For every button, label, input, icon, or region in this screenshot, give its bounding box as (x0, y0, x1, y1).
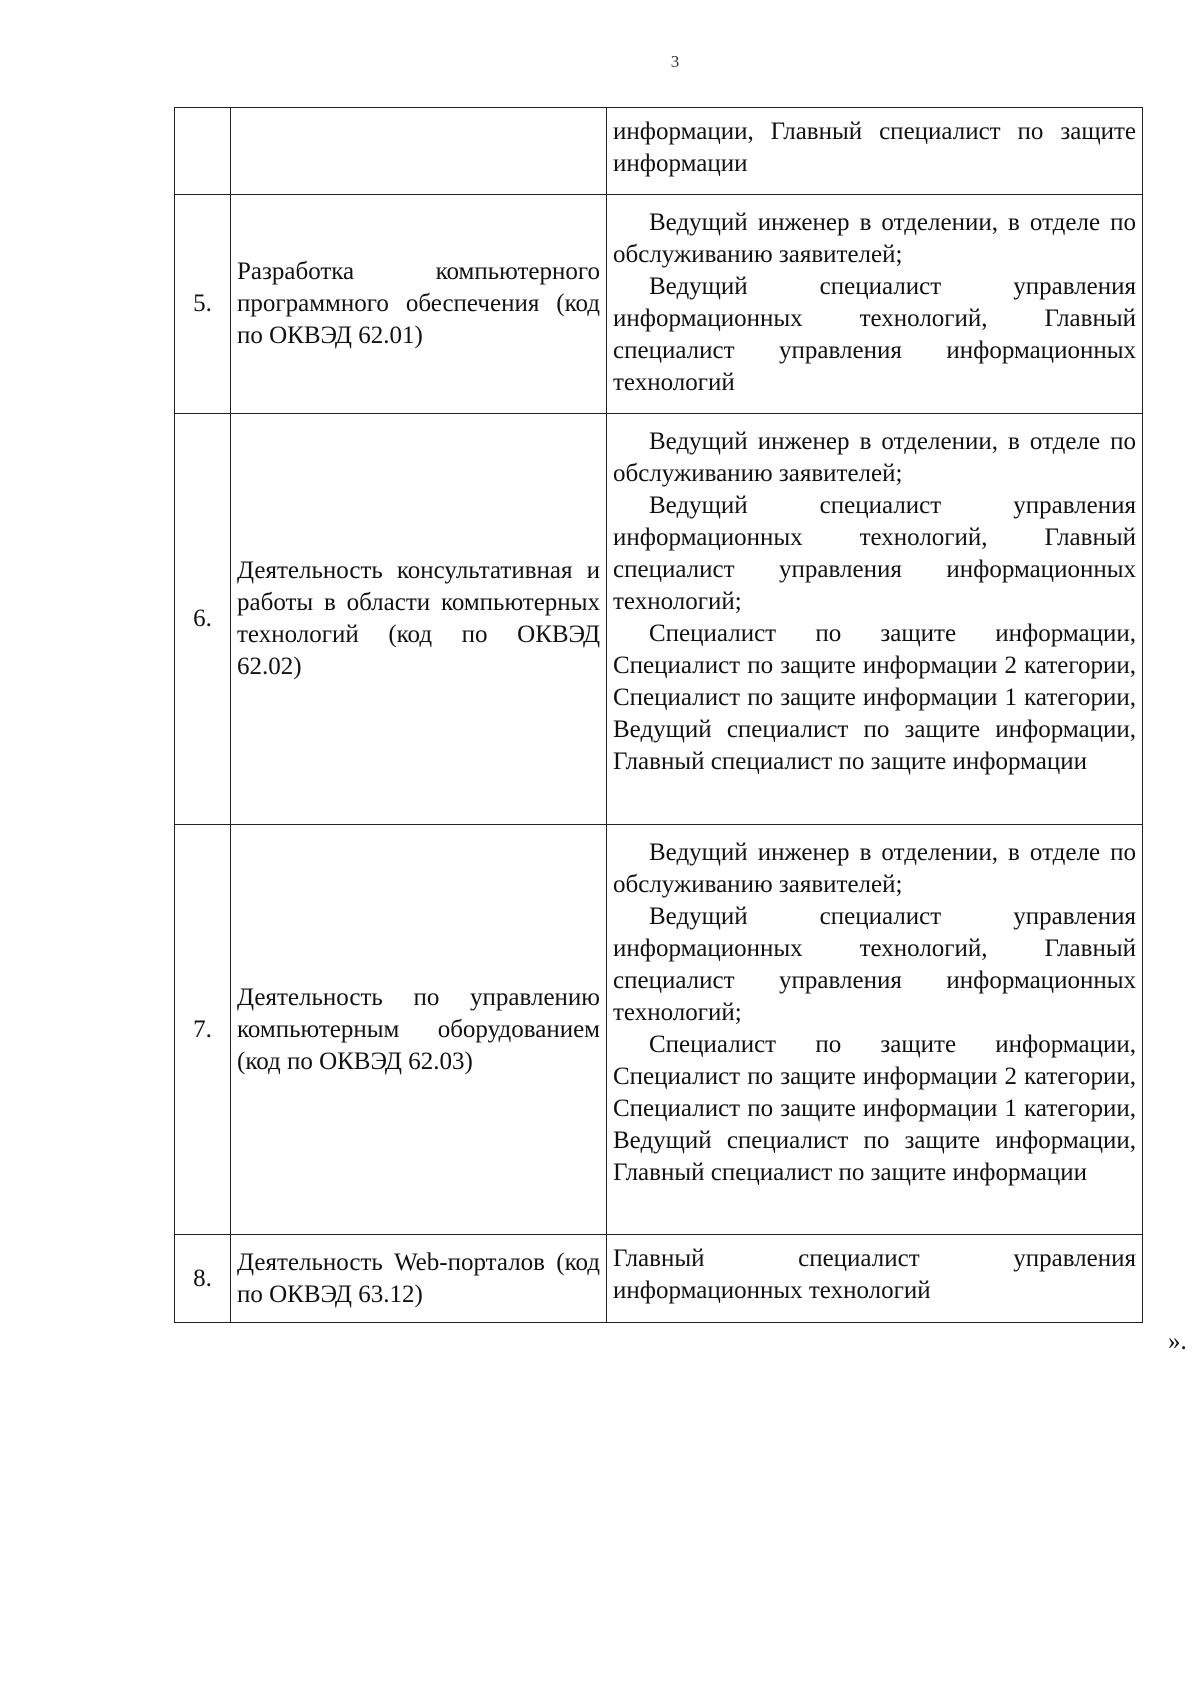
positions-cell (607, 825, 1143, 1235)
row-number: 8. (175, 1235, 231, 1323)
activity-text: Деятельность Web-порталов (код по ОКВЭД 63.12) (237, 1248, 600, 1308)
activity-cell (231, 414, 607, 825)
position-paragraph: Ведущий специалист управления информационных технологий, Главный специалист управления информационных технологий; (613, 903, 1136, 1026)
table-row (175, 414, 1143, 825)
position-paragraph: Главный специалист управления информационных технологий (613, 1245, 1136, 1304)
activity-cell (231, 825, 607, 1235)
positions-cell (607, 108, 1143, 195)
position-paragraph: Ведущий инженер в отделении, в отделе по обслуживанию заявителей; (613, 209, 1136, 268)
position-paragraph: Специалист по защите информации, Специалист по защите информации 2 категории, Специалист по защите информации 1 категории, Ведущий специалист по защите информации, Главный специалист по защите информации (613, 620, 1136, 775)
activity-cell (231, 1235, 607, 1323)
position-paragraph: Ведущий специалист управления информационных технологий, Главный специалист управления информационных технологий (613, 273, 1136, 396)
table-row (175, 825, 1143, 1235)
activity-text: Деятельность по управлению компьютерным оборудованием (код по ОКВЭД 62.03) (237, 983, 600, 1075)
positions-table (174, 107, 1143, 1323)
page-number: 3 (670, 52, 680, 71)
table-row (175, 108, 1143, 195)
table-row (175, 195, 1143, 414)
row-number: 5. (175, 195, 231, 414)
positions-cell (607, 414, 1143, 825)
position-paragraph: информации, Главный специалист по защите информации (613, 118, 1136, 177)
table-row (175, 1235, 1143, 1323)
activity-text: Деятельность консультативная и работы в области компьютерных технологий (код по ОКВЭД 62.02) (237, 557, 600, 680)
positions-cell (607, 1235, 1143, 1323)
activity-cell (231, 195, 607, 414)
activity-cell (231, 108, 607, 195)
position-paragraph: Ведущий инженер в отделении, в отделе по обслуживанию заявителей; (613, 839, 1136, 898)
position-paragraph: Ведущий инженер в отделении, в отделе по обслуживанию заявителей; (613, 428, 1136, 487)
position-paragraph: Специалист по защите информации, Специалист по защите информации 2 категории, Специалист по защите информации 1 категории, Ведущий специалист по защите информации, Главный специалист по защите информации (613, 1031, 1136, 1186)
activity-text: Разработка компьютерного программного обеспечения (код по ОКВЭД 62.01) (237, 258, 600, 349)
row-number: 6. (175, 414, 231, 825)
row-number: 7. (175, 825, 231, 1235)
position-paragraph: Ведущий специалист управления информационных технологий, Главный специалист управления информационных технологий; (613, 492, 1136, 615)
positions-cell (607, 195, 1143, 414)
row-number (175, 108, 231, 195)
closing-quote: ». (1168, 1328, 1187, 1355)
